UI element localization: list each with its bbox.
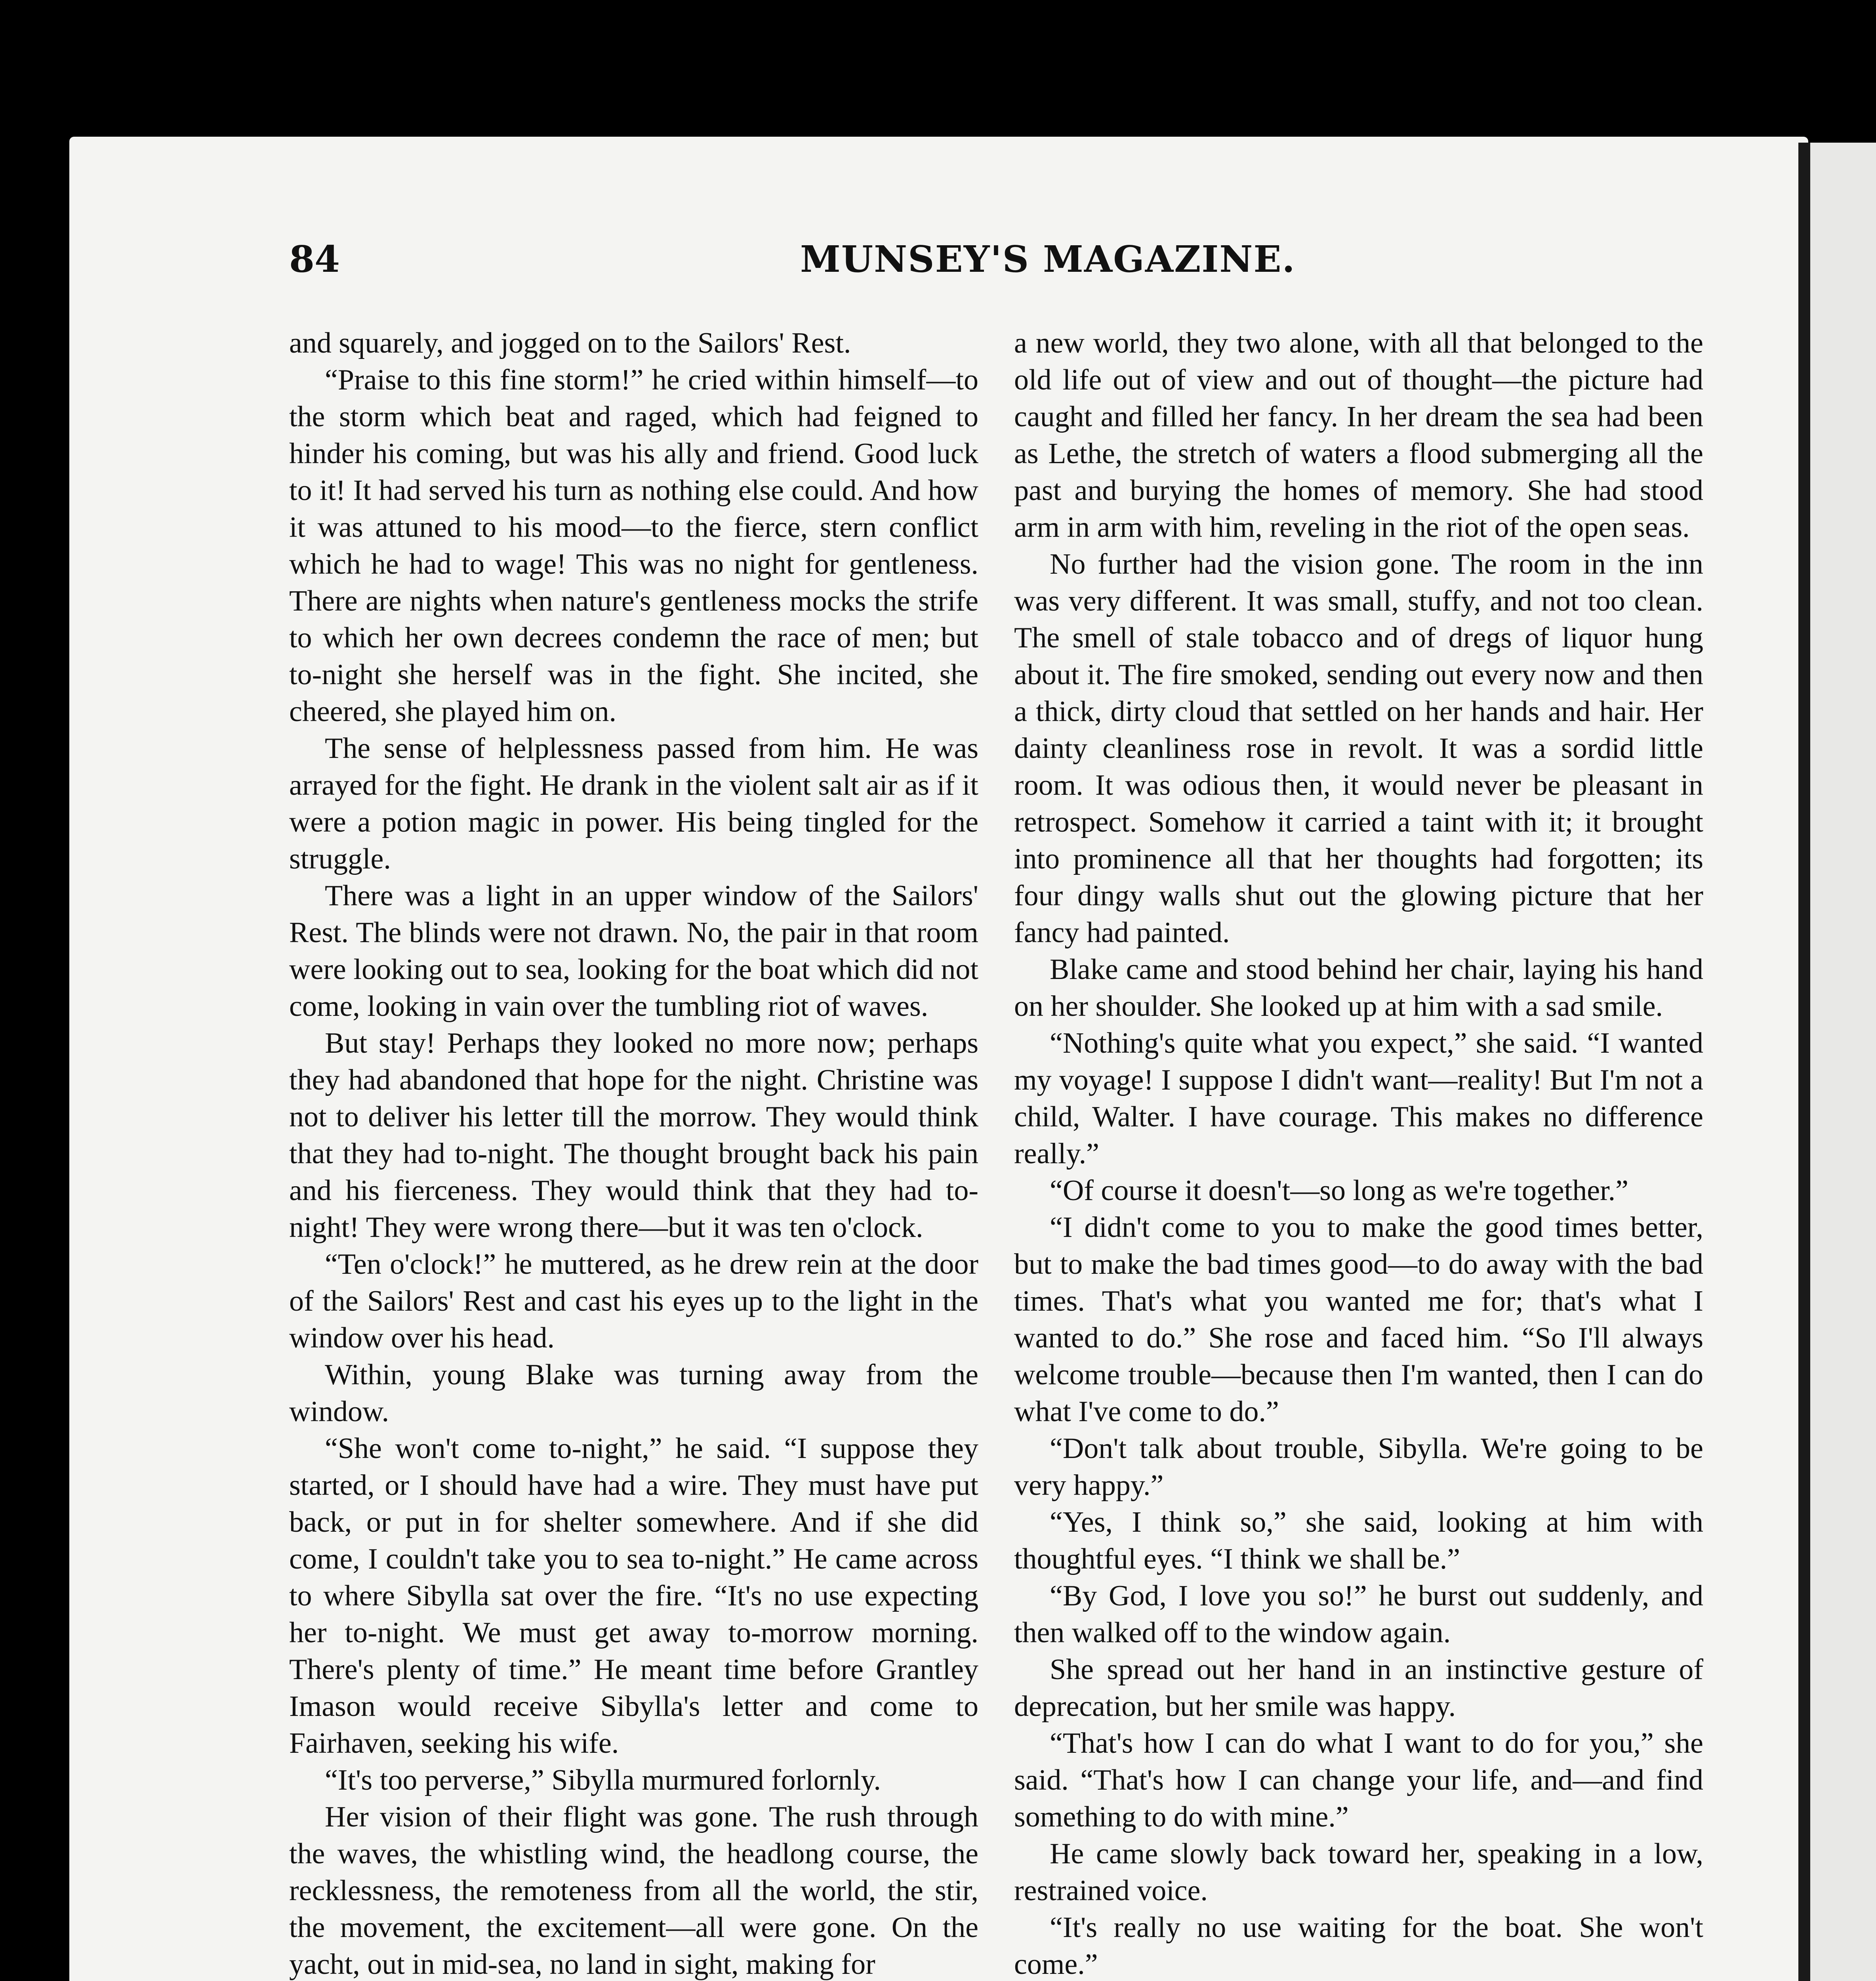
facing-page-edge xyxy=(1798,143,1876,1981)
paragraph: a new world, they two alone, with all that belonged to the old life out of view and out of thought—the picture had caught and filled her fancy. In her dream the sea had been as Lethe, the stretch of waters a flood submerging all the past and burying the homes of memory. She had stood arm in arm with him, reveling in the riot of the open seas. xyxy=(1014,327,1703,544)
right-column xyxy=(1014,325,1703,1981)
paragraph: “It's really no use waiting for the boat. She won't come.” xyxy=(1014,1911,1703,1981)
left-column xyxy=(289,325,978,1981)
paragraph: Blake came and stood behind her chair, laying his hand on her shoulder. She looked up at him with a sad smile. xyxy=(1014,953,1703,1023)
paragraph: He came slowly back toward her, speaking in a low, restrained voice. xyxy=(1014,1838,1703,1907)
paragraph: Within, young Blake was turning away from the window. xyxy=(289,1359,978,1428)
page-number: 84 xyxy=(289,238,340,281)
paragraph: “Ten o'clock!” he muttered, as he drew rein at the door of the Sailors' Rest and cast his eyes up to the light in the window over his head. xyxy=(289,1248,978,1354)
paragraph: The sense of helplessness passed from him. He was arrayed for the fight. He drank in the violent salt air as if it were a potion magic in power. His being tingled for the struggle. xyxy=(289,732,978,875)
running-title: MUNSEY'S MAGAZINE. xyxy=(800,238,1296,281)
paragraph: “Don't talk about trouble, Sibylla. We're going to be very happy.” xyxy=(1014,1432,1703,1502)
paragraph: “Praise to this fine storm!” he cried within himself—to the storm which beat and raged, which had feigned to hinder his coming, but was his ally and friend. Good luck to it! It had served his turn as nothing else could. And how it was attuned to his mood—to the fierce, stern conflict which he had to wage! This was no night for gentleness. There are nights when nature's gentleness mocks the strife to which her own decrees condemn the race of men; but to-night she herself was in the fight. She incited, she cheered, she played him on. xyxy=(289,364,978,728)
paragraph: But stay! Perhaps they looked no more now; perhaps they had abandoned that hope for the night. Christine was not to deliver his letter till the morrow. They would think that they had to-night. The thought brought back his pain and his fierceness. They would think that they had to-night! They were wrong there—but it was ten o'clock. xyxy=(289,1027,978,1244)
paragraph: She spread out her hand in an instinctive gesture of deprecation, but her smile was happy. xyxy=(1014,1653,1703,1723)
paragraph: “I didn't come to you to make the good times better, but to make the bad times good—to do away with the bad times. That's what you wanted me for; that's what I wanted to do.” She rose and faced him. “So I'll always welcome trouble—because then I'm wanted, then I can do what I've come to do.” xyxy=(1014,1211,1703,1428)
paragraph: “Yes, I think so,” she said, looking at him with thoughtful eyes. “I think we shall be.” xyxy=(1014,1506,1703,1575)
page-header xyxy=(222,238,1723,285)
paragraph: “She won't come to-night,” he said. “I suppose they started, or I should have had a wire. They must have put back, or put in for shelter somewhere. And if she did come, I couldn't take you to sea to-night.” He came across to where Sibylla sat over the fire. “It's no use expecting her to-night. We must get away to-morrow morning. There's plenty of time.” He meant time before Grantley Imason would receive Sibylla's letter and come to Fairhaven, seeking his wife. xyxy=(289,1432,978,1760)
paragraph: “By God, I love you so!” he burst out suddenly, and then walked off to the window again. xyxy=(1014,1580,1703,1649)
text-columns xyxy=(289,325,1703,1981)
paragraph: “That's how I can do what I want to do for you,” she said. “That's how I can change your life, and—and find something to do with mine.” xyxy=(1014,1727,1703,1833)
paragraph: “It's too perverse,” Sibylla murmured forlornly. xyxy=(325,1764,881,1796)
paragraph: “Of course it doesn't—so long as we're together.” xyxy=(1050,1174,1629,1207)
paragraph: and squarely, and jogged on to the Sailors' Rest. xyxy=(289,327,851,359)
paragraph: No further had the vision gone. The room in the inn was very different. It was small, stuffy, and not too clean. The smell of stale tobacco and of dregs of liquor hung about it. The fire smoked, sending out every now and then a thick, dirty cloud that settled on her hands and hair. Her dainty cleanliness rose in revolt. It was a sordid little room. It was odious then, it would never be pleasant in retrospect. Somehow it carried a taint with it; it brought into prominence all that her thoughts had forgotten; its four dingy walls shut out the glowing picture that her fancy had painted. xyxy=(1014,548,1703,949)
paragraph: “Nothing's quite what you expect,” she said. “I wanted my voyage! I suppose I didn't want—reality! But I'm not a child, Walter. I have courage. This makes no difference really.” xyxy=(1014,1027,1703,1170)
paragraph: Her vision of their flight was gone. The rush through the waves, the whistling wind, the headlong course, the recklessness, the remoteness from all the world, the stir, the movement, the excitement—all were gone. On the yacht, out in mid-sea, no land in sight, making for xyxy=(289,1801,978,1981)
paragraph: There was a light in an upper window of the Sailors' Rest. The blinds were not drawn. No, the pair in that room were looking out to sea, looking for the boat which did not come, looking in vain over the tumbling riot of waves. xyxy=(289,880,978,1023)
